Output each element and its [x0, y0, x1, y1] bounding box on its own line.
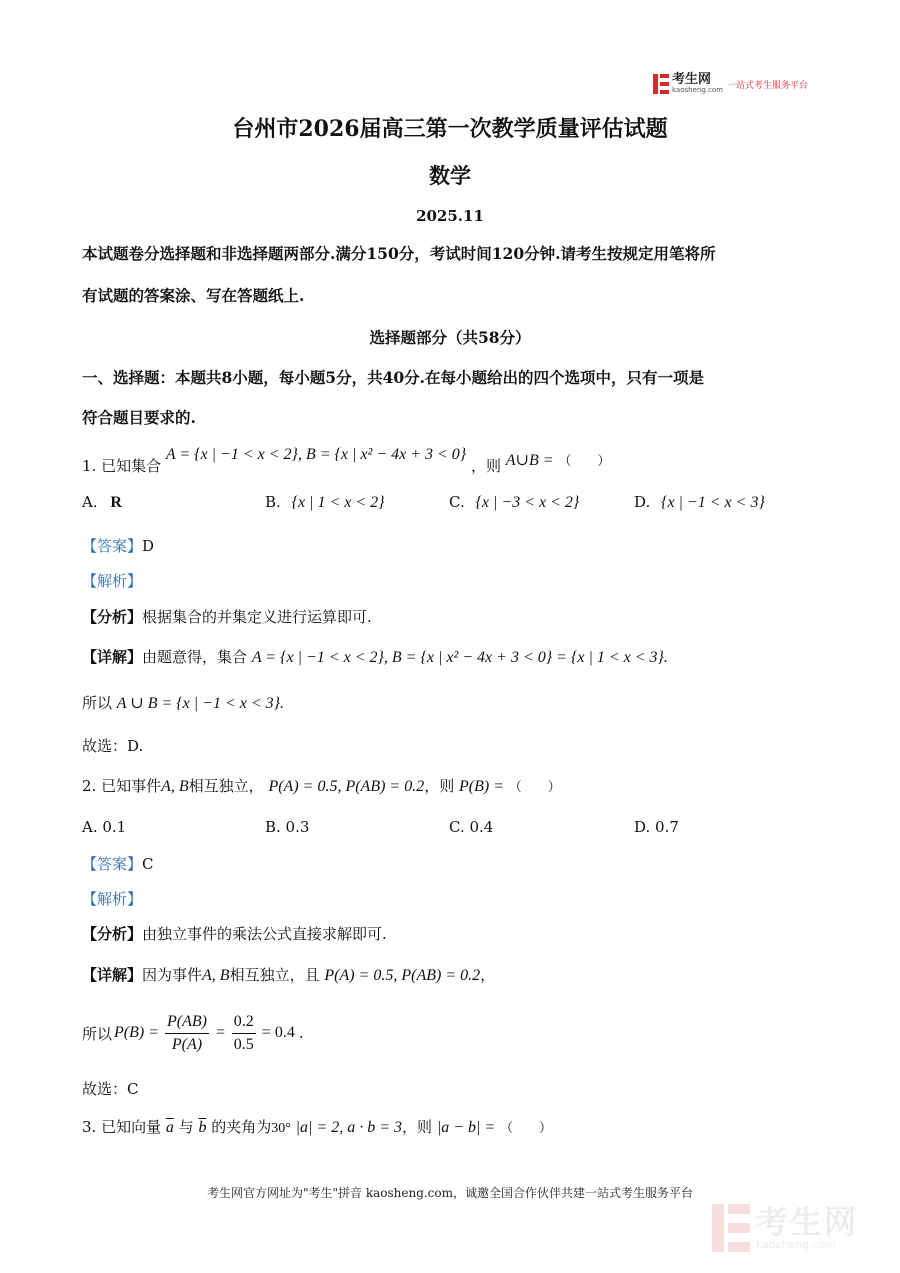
q1-conclusion: 故选：D. [82, 737, 144, 755]
q1-so-math: A ∪ B = {x | −1 < x < 3}. [116, 695, 285, 712]
instructions-line-2: 有试题的答案涂、写在答题纸上. [82, 286, 305, 305]
q2-option-a: A. 0.1 [82, 818, 127, 836]
q2-so: 所以 P(B) = $\frac{P(AB)}{P(A)}$ = $\frac{0.2}{0.5}$ = 0.4 . [82, 1008, 304, 1058]
q1-option-a-label: A. [82, 493, 98, 511]
q2-so-prefix: 所以 [82, 1024, 113, 1043]
q2-detail-end: ， [480, 966, 496, 984]
q1-stem-prefix: 1. 已知集合 [82, 457, 162, 475]
q2-fraction-1 [165, 1011, 209, 1056]
q1-option-c-value: {x | −3 < x < 2} [475, 494, 580, 511]
question-1-stem [82, 443, 611, 475]
q2-stem-math: P(A) = 0.5, P(AB) = 0.2 [268, 778, 425, 795]
q2-frac1-denominator: P(A) [171, 1035, 203, 1053]
q2-fenxi-text: 由独立事件的乘法公式直接求解即可. [142, 925, 387, 943]
q2-frac2-denominator: 0.5 [233, 1035, 254, 1053]
part1-instructions-line-1: 一、选择题：本题共8小题，每小题5分，共40分.在每小题给出的四个选项中，只有一项是 [82, 368, 705, 387]
q1-paren: （ ） [558, 454, 611, 469]
q2-stem-suffix: ，则 [424, 777, 455, 795]
q3-vector-a: $\overline{a}$ [165, 1119, 174, 1136]
q2-detail-label: 【详解】 [82, 966, 143, 984]
header-logo[interactable] [653, 72, 808, 96]
q2-detail-mid: 相互独立，且 [229, 966, 320, 984]
q2-stem-prefix: 2. 已知事件 [82, 777, 162, 795]
logo-name: 考生网 [672, 72, 712, 87]
q2-so-end: . [298, 1024, 304, 1042]
exam-date: 2025.11 [416, 207, 484, 225]
q3-stem-prefix: 3. 已知向量 [82, 1118, 162, 1136]
q2-so-lhs: P(B) = [114, 1024, 160, 1041]
q1-option-d-value: {x | −1 < x < 3} [661, 494, 765, 511]
q2-so-rhs: = 0.4 [261, 1024, 295, 1041]
q1-stem-suffix: ，则 [470, 457, 501, 475]
q1-answer [82, 535, 154, 556]
q1-option-d [634, 493, 765, 512]
q1-option-a [82, 493, 122, 512]
q1-option-b-label: B. [265, 493, 281, 511]
q2-frac1-numerator: P(AB) [165, 1011, 209, 1034]
q2-frac2-numerator: 0.2 [232, 1011, 256, 1034]
q3-stem-suffix: ，则 [402, 1118, 433, 1136]
q3-stem-math: |a| = 2, a · b = 3 [295, 1119, 403, 1136]
q3-angle: 30° [271, 1121, 291, 1136]
q2-fenxi-label: 【分析】 [82, 925, 143, 943]
q1-option-c [449, 493, 579, 512]
q2-answer [82, 853, 154, 874]
watermark-domain: kaosheng.com [756, 1238, 837, 1251]
q1-so [82, 692, 284, 713]
q2-stem-events: A, B [161, 778, 189, 795]
q3-stem-tail: |a − b| = [436, 1119, 496, 1136]
q1-stem-math: A = {x | −1 < x < 2}, B = {x | x² − 4x + 3 < 0} [165, 446, 467, 463]
q3-vector-b: $\overline{b}$ [198, 1119, 207, 1136]
q1-detail-label: 【详解】 [82, 648, 143, 666]
kaosheng-logo-icon [653, 74, 669, 94]
q2-detail-events: A, B [202, 967, 230, 984]
q2-option-b: B. 0.3 [265, 818, 310, 836]
q2-fenxi [82, 923, 387, 944]
q1-answer-value: D [142, 537, 155, 555]
q1-option-a-value: R [110, 494, 122, 511]
q1-stem-tail: A∪B = [505, 452, 554, 469]
q2-detail-prefix: 因为事件 [142, 966, 203, 984]
q2-answer-value: C [142, 855, 154, 873]
q2-paren: （ ） [508, 780, 561, 795]
q1-fenxi-label: 【分析】 [82, 608, 143, 626]
part1-instructions-line-2: 符合题目要求的. [82, 408, 196, 427]
q1-so-prefix: 所以 [82, 694, 113, 712]
q1-detail [82, 646, 668, 667]
logo-domain: kaosheng.com [672, 86, 723, 94]
watermark-logo-icon [712, 1204, 750, 1252]
watermark [712, 1204, 858, 1252]
page-footer: 考生网官方网址为"考生"拼音 kaosheng.com，诚邀全国合作伙伴共建一站式考生服务平台 [206, 1186, 694, 1200]
q3-paren: （ ） [500, 1121, 553, 1136]
q2-stem-tail: P(B) = [459, 778, 505, 795]
question-2-stem [82, 775, 561, 796]
q1-analysis-label: 【解析】 [82, 572, 143, 590]
q1-answer-label: 【答案】 [82, 537, 143, 555]
q2-conclusion: 故选：C [82, 1080, 139, 1098]
q1-fenxi-text: 根据集合的并集定义进行运算即可. [142, 608, 372, 626]
q2-detail-math: P(A) = 0.5, P(AB) = 0.2 [324, 967, 481, 984]
q2-option-d: D. 0.7 [634, 818, 679, 836]
q1-option-b [265, 493, 385, 512]
q2-stem-mid: 相互独立， [188, 777, 264, 795]
q1-option-b-value: {x | 1 < x < 2} [291, 494, 385, 511]
section-heading: 选择题部分（共58分） [369, 328, 531, 347]
subject-title: 数学 [429, 163, 471, 188]
q1-detail-math: A = {x | −1 < x < 2}, B = {x | x² − 4x + 3 < 0} = {x | 1 < x < 3}. [251, 649, 668, 666]
logo-slogan: 一站式考生服务平台 [726, 80, 808, 91]
instructions-line-1: 本试题卷分选择题和非选择题两部分.满分150分，考试时间120分钟.请考生按规定用笔将所 [82, 244, 716, 263]
exam-title: 台州市2026届高三第一次教学质量评估试题 [232, 116, 668, 142]
q2-analysis-label: 【解析】 [82, 890, 143, 908]
q2-detail [82, 964, 495, 985]
q1-option-d-label: D. [634, 493, 651, 511]
q2-fraction-2 [232, 1011, 256, 1056]
q2-answer-label: 【答案】 [82, 855, 143, 873]
question-3-stem [82, 1116, 552, 1137]
watermark-name: 考生网 [756, 1203, 859, 1241]
q2-option-c: C. 0.4 [449, 818, 494, 836]
q1-option-c-label: C. [449, 493, 465, 511]
q1-detail-text: 由题意得，集合 [142, 648, 248, 666]
q3-stem-mid: 的夹角为 [211, 1118, 272, 1136]
q3-stem-with: 与 [178, 1118, 194, 1136]
q1-fenxi [82, 606, 372, 627]
